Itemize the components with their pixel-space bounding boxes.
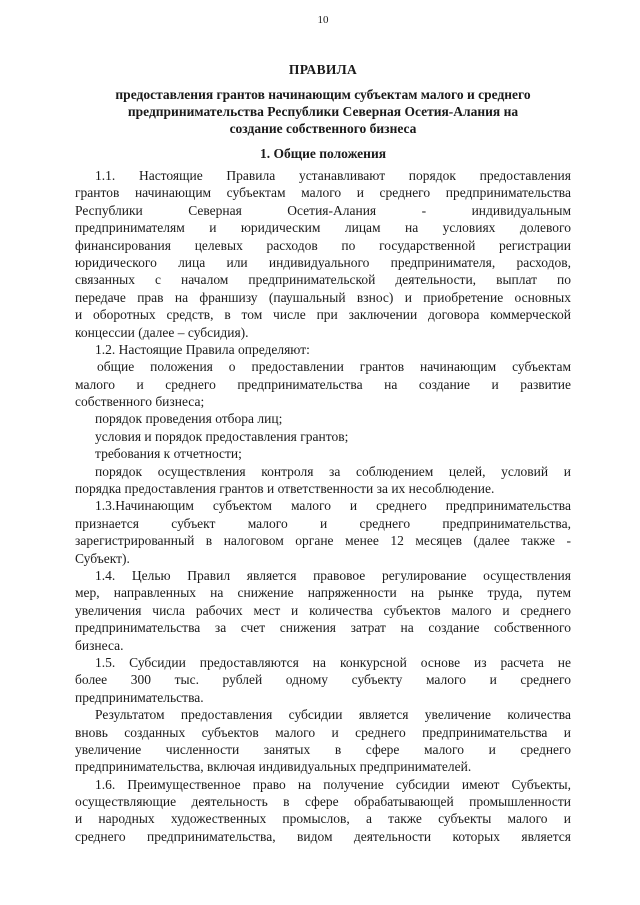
text-line: порядок проведения отбора лиц; [95,411,283,427]
text-line: предпринимательства за счет снижения затрат на создание собственного [75,620,571,636]
text-line: предпринимателям и юридическим лицам на условиях долевого [75,220,571,236]
text-line: 1.6. Преимущественное право на получение субсидии имеют Субъекты, [95,776,571,792]
page-number: 10 [317,14,329,26]
text-line: зарегистрированный в налоговом органе менее 12 месяцев (далее также - [75,533,571,549]
text-line: Республики Северная Осетия-Алания - индивидуальным [75,202,571,218]
body-text [75,167,571,845]
text-line: 1.2. Настоящие Правила определяют: [95,341,310,357]
text-line: признается субъект малого и среднего предпринимательства, [75,515,571,531]
text-line: вновь созданных субъектов малого и среднего предпринимательства и [75,724,571,740]
text-line: 1.5. Субсидии предоставляются на конкурсной основе из расчета не [95,654,571,670]
text-line: более 300 тыс. рублей одному субъекту малого и среднего [75,672,571,688]
section-heading: 1. Общие положения [259,146,387,161]
text-line: порядка предоставления грантов и ответственности за их несоблюдение. [75,481,495,497]
text-line: Субъект). [75,550,130,566]
text-line: бизнеса. [75,637,124,653]
text-line: увеличение численности занятых в сфере малого и среднего [75,741,571,757]
text-line: передаче прав на франшизу (паушальный взнос) и приобретение основных [75,289,571,305]
text-line: предпринимательства, включая индивидуальных предпринимателей. [75,759,472,775]
text-line: требования к отчетности; [95,446,242,462]
text-line: собственного бизнеса; [75,394,205,410]
subtitle-line: создание собственного бизнеса [229,121,417,136]
subtitle-line: предоставления грантов начинающим субъектам малого и среднего [115,87,531,102]
text-line: концессии (далее – субсидия). [75,324,249,340]
text-line: финансирования целевых расходов по государственной регистрации [75,237,571,253]
document-title: ПРАВИЛА [288,62,358,77]
text-line: общие положения о предоставлении грантов начинающим субъектам [97,359,571,375]
text-line: предпринимательства. [75,689,204,705]
text-line: порядок осуществления контроля за соблюдением целей, условий и [95,463,571,479]
text-line: малого и среднего предпринимательства на создание и развитие [75,376,571,392]
text-line: среднего предпринимательства, видом деятельности которых является [75,828,571,844]
text-line: увеличения числа рабочих мест и количества субъектов малого и среднего [75,602,571,618]
text-line: связанных с началом предпринимательской деятельности, выплат по [75,272,571,288]
document-subtitle [75,86,571,137]
text-line: 1.1. Настоящие Правила устанавливают порядок предоставления [95,168,571,183]
text-line: грантов начинающим субъектам малого и среднего предпринимательства [75,185,571,201]
text-line: Результатом предоставления субсидии является увеличение количества [95,707,571,723]
text-line: мер, направленных на снижение напряженности на рынке труда, путем [75,585,571,601]
text-line: 1.3.Начинающим субъектом малого и среднего предпринимательства [95,498,571,514]
text-line: и оборотных средств, в том числе при заключении договора коммерческой [75,307,571,323]
text-line: и народных художественных промыслов, а также субъекты малого и [75,811,571,827]
text-line: 1.4. Целью Правил является правовое регулирование осуществления [95,567,571,583]
text-line: осуществляющие деятельность в сфере обрабатывающей промышленности [75,794,571,810]
text-line: условия и порядок предоставления грантов; [95,428,349,444]
subtitle-line: предпринимательства Республики Северная Осетия-Алания на [127,104,519,119]
text-line: юридического лица или индивидуального предпринимателя, расходов, [75,254,571,270]
